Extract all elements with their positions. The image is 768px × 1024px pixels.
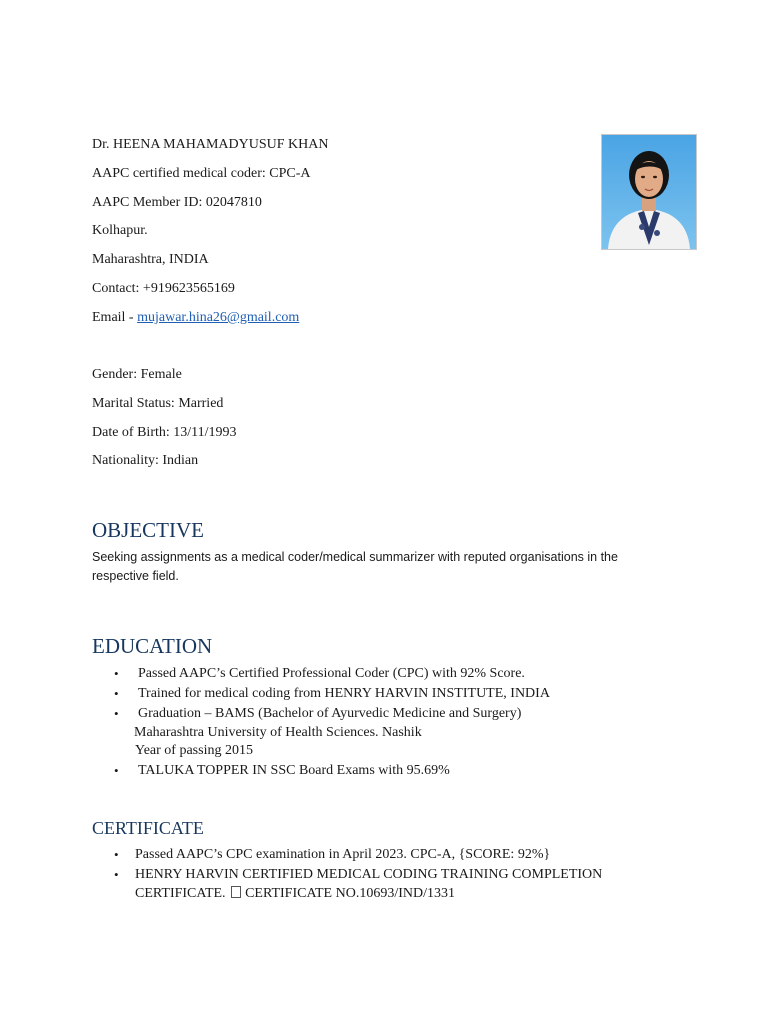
email-link[interactable]: mujawar.hina26@gmail.com — [137, 310, 300, 325]
phone-line: Contact: +919623565169 — [92, 281, 235, 296]
certificate-item-2-line-1: HENRY HARVIN CERTIFIED MEDICAL CODING TRAINING COMPLETION — [135, 867, 603, 882]
education-year: Year of passing 2015 — [135, 743, 253, 758]
certificate-number: CERTIFICATE NO.10693/IND/1331 — [245, 886, 455, 901]
state-country-line: Maharashtra, INDIA — [92, 252, 209, 267]
city-line: Kolhapur. — [92, 223, 148, 238]
objective-line-1: Seeking assignments as a medical coder/medical summarizer with reputed organisations in the — [92, 550, 618, 564]
missing-glyph-box-icon — [231, 886, 241, 898]
education-heading: EDUCATION — [92, 634, 213, 658]
bullet-icon: • — [114, 706, 119, 721]
email-line — [92, 310, 299, 326]
certificate-label: CERTIFICATE. — [135, 886, 226, 901]
marital-status-line: Marital Status: Married — [92, 396, 224, 411]
objective-text — [92, 548, 692, 586]
objective-heading: OBJECTIVE — [92, 518, 204, 542]
education-item-2: Trained for medical coding from HENRY HARVIN INSTITUTE, INDIA — [138, 686, 550, 701]
nationality-line: Nationality: Indian — [92, 453, 199, 468]
education-item-4: TALUKA TOPPER IN SSC Board Exams with 95.69% — [138, 763, 450, 778]
bullet-icon: • — [114, 867, 119, 882]
certification-line: AAPC certified medical coder: CPC-A — [92, 166, 311, 181]
profile-photo — [601, 134, 697, 250]
certificate-heading: CERTIFICATE — [92, 818, 204, 838]
candidate-name: Dr. HEENA MAHAMADYUSUF KHAN — [92, 137, 329, 152]
education-university: Maharashtra University of Health Sciences. Nashik — [134, 725, 422, 740]
education-item-1: Passed AAPC’s Certified Professional Coder (CPC) with 92% Score. — [138, 666, 525, 681]
gender-line: Gender: Female — [92, 367, 182, 382]
bullet-icon: • — [114, 763, 119, 778]
member-id-line: AAPC Member ID: 02047810 — [92, 195, 262, 210]
education-item-3: Graduation – BAMS (Bachelor of Ayurvedic Medicine and Surgery) — [138, 706, 522, 721]
objective-line-2: respective field. — [92, 569, 179, 583]
dob-line: Date of Birth: 13/11/1993 — [92, 425, 237, 440]
certificate-item-1: Passed AAPC’s CPC examination in April 2023. CPC-A, {SCORE: 92%} — [135, 847, 551, 862]
bullet-icon: • — [114, 666, 119, 681]
bullet-icon: • — [114, 847, 119, 862]
certificate-item-2-line-2 — [135, 886, 455, 902]
email-label: Email - — [92, 310, 138, 325]
bullet-icon: • — [114, 686, 119, 701]
